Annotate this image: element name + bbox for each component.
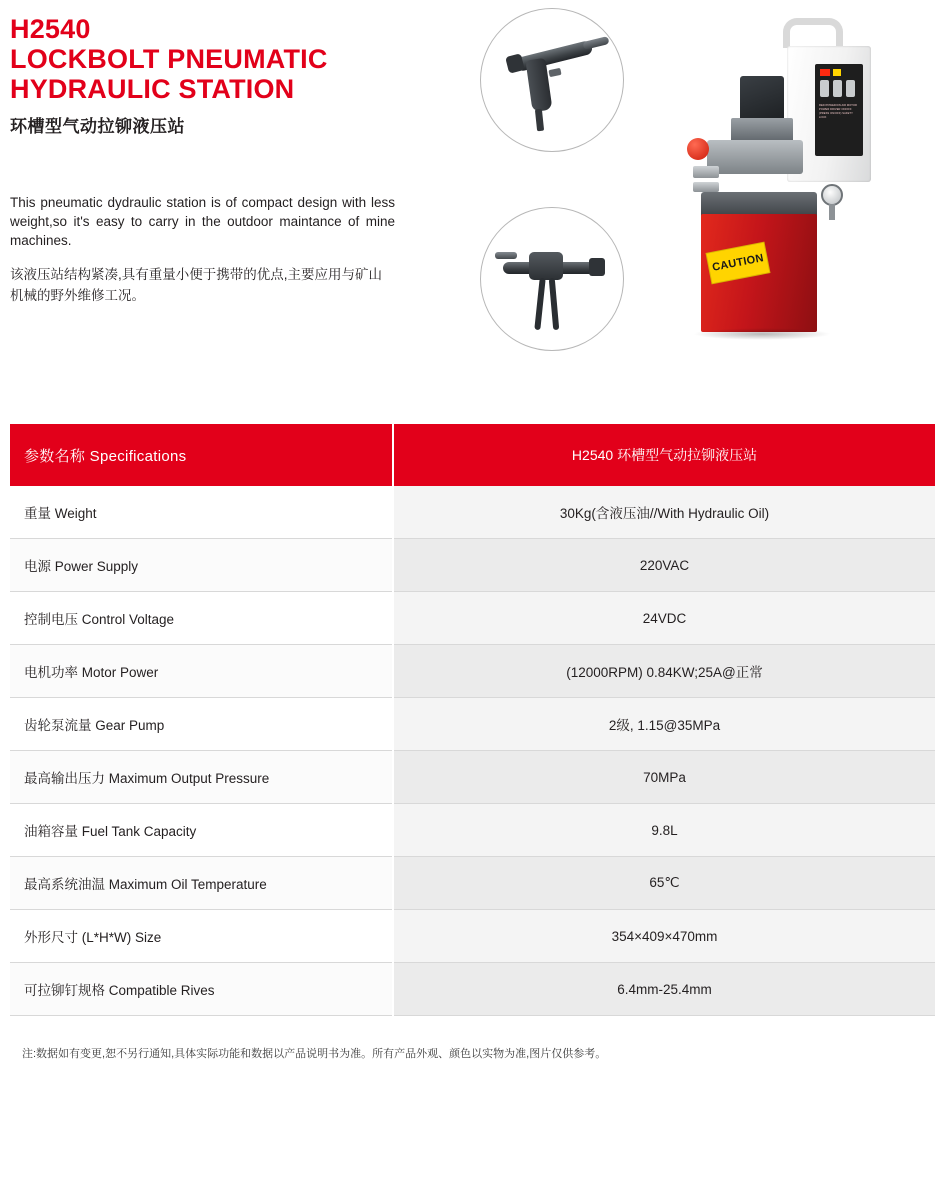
tool-hose-right xyxy=(549,278,560,330)
spec-value: (12000RPM) 0.84KW;25A@正常 xyxy=(393,645,935,698)
spec-value: 2级, 1.15@35MPa xyxy=(393,698,935,751)
spec-name: 电机功率 Motor Power xyxy=(10,645,393,698)
spec-name: 控制电压 Control Voltage xyxy=(10,592,393,645)
hose-fitting-upper xyxy=(693,166,719,178)
gun-grip xyxy=(525,58,552,112)
specifications-table xyxy=(10,424,935,1016)
tool-head xyxy=(529,252,563,280)
control-panel xyxy=(815,64,863,156)
product-description-cn: 该液压站结构紧凑,具有重量小便于携带的优点,主要应用与矿山机械的野外维修工况。 xyxy=(10,267,383,303)
tool-rear-tip xyxy=(589,258,605,276)
product-image-area xyxy=(455,0,945,370)
table-body xyxy=(10,486,935,1016)
panel-switch-2[interactable] xyxy=(833,80,842,97)
table-row xyxy=(10,804,935,857)
table-row xyxy=(10,910,935,963)
spec-value: 9.8L xyxy=(393,804,935,857)
table-row xyxy=(10,963,935,1016)
pressure-gauge xyxy=(821,184,843,206)
table-row xyxy=(10,592,935,645)
product-title-cn: 环槽型气动拉铆液压站 xyxy=(10,117,185,136)
product-model: H2540 xyxy=(10,14,91,44)
tool-nose xyxy=(495,252,517,259)
pressure-gauge-stem xyxy=(829,204,835,220)
product-header xyxy=(0,0,945,390)
spec-value: 6.4mm-25.4mm xyxy=(393,963,935,1016)
gun-nose xyxy=(582,36,609,50)
table-row xyxy=(10,645,935,698)
spec-value: 220VAC xyxy=(393,539,935,592)
table-row xyxy=(10,751,935,804)
table-row xyxy=(10,857,935,910)
rivet-tool-illustration xyxy=(493,222,611,338)
detail-photo-rivet-gun xyxy=(480,8,624,152)
product-description-en: This pneumatic dydraulic station is of compact design with less weight,so it's easy to carry in the outdoor maintance of mine machines. xyxy=(10,195,395,248)
carry-handle xyxy=(783,18,843,48)
spec-name: 油箱容量 Fuel Tank Capacity xyxy=(10,804,393,857)
oil-tank xyxy=(701,214,817,332)
table-row xyxy=(10,539,935,592)
panel-switch-3[interactable] xyxy=(846,80,855,97)
spec-name: 重量 Weight xyxy=(10,486,393,539)
panel-label-text: RED:POWER/ON AIR MOTOR POWER DRIVER ON/OFF (PRESS ON/OFF) SAFETY LOCK xyxy=(819,104,858,119)
product-title-line2: HYDRAULIC STATION xyxy=(10,74,295,104)
spec-value: 30Kg(含液压油//With Hydraulic Oil) xyxy=(393,486,935,539)
product-title-en xyxy=(10,14,440,104)
relief-valve-knob[interactable] xyxy=(687,138,709,160)
spec-name: 电源 Power Supply xyxy=(10,539,393,592)
spec-value: 24VDC xyxy=(393,592,935,645)
spec-name: 可拉铆钉规格 Compatible Rives xyxy=(10,963,393,1016)
column-header-value: H2540 环槽型气动拉铆液压站 xyxy=(393,424,935,486)
hydraulic-station-photo xyxy=(635,14,935,344)
spec-name: 外形尺寸 (L*H*W) Size xyxy=(10,910,393,963)
table-row xyxy=(10,486,935,539)
gun-hose-stem xyxy=(535,109,544,132)
spec-value: 70MPa xyxy=(393,751,935,804)
tool-hose-left xyxy=(534,278,545,330)
solenoid-valve xyxy=(740,76,784,122)
title-block xyxy=(10,14,440,306)
product-title-line1: LOCKBOLT PNEUMATIC xyxy=(10,44,328,74)
hose-fitting-lower xyxy=(693,182,719,192)
spec-value: 65℃ xyxy=(393,857,935,910)
caution-label: CAUTION xyxy=(707,243,770,284)
spec-name: 最高输出压力 Maximum Output Pressure xyxy=(10,751,393,804)
table-header xyxy=(10,424,935,486)
panel-switch-1[interactable] xyxy=(820,80,829,97)
spec-name: 最高系统油温 Maximum Oil Temperature xyxy=(10,857,393,910)
power-indicator-led xyxy=(820,69,830,76)
spec-name: 齿轮泵流量 Gear Pump xyxy=(10,698,393,751)
table-header-row xyxy=(10,424,935,486)
photo-shadow xyxy=(693,328,831,340)
gun-trigger xyxy=(548,68,561,77)
footnote: 注:数据如有变更,恕不另行通知,具体实际功能和数据以产品说明书为准。所有产品外观、颜色以实物为准,图片仅供参考。 xyxy=(22,1048,607,1060)
rivet-gun-illustration xyxy=(499,25,609,137)
spec-value: 354×409×470mm xyxy=(393,910,935,963)
detail-photo-rivet-tool xyxy=(480,207,624,351)
table-row xyxy=(10,698,935,751)
status-indicator-led xyxy=(833,69,841,76)
hydraulic-manifold xyxy=(707,140,803,174)
column-header-name: 参数名称 Specifications xyxy=(10,424,393,486)
